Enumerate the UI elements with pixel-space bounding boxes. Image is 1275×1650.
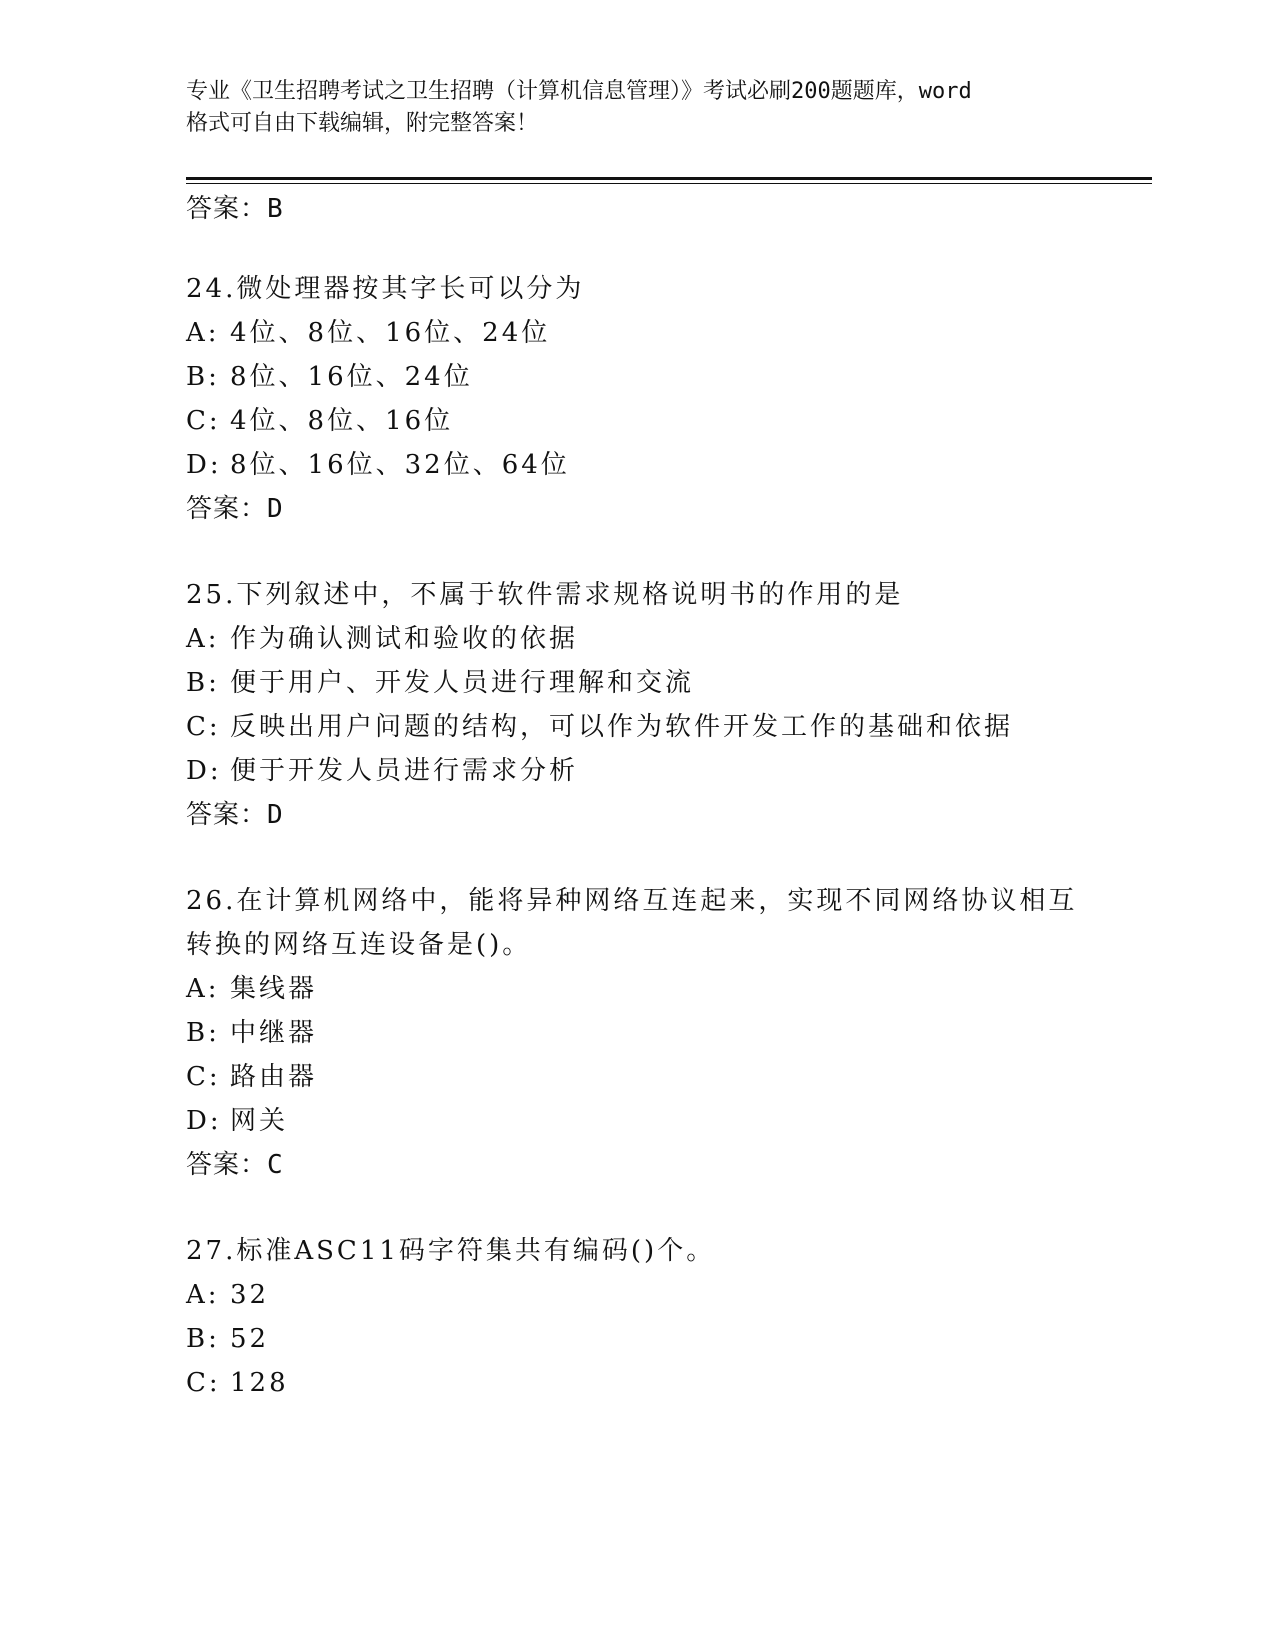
option-text: 网关 [230,1106,289,1136]
document-header [186,76,1086,140]
question-25-answer: 答案：D [186,800,284,830]
option-label: C: [186,406,221,436]
question-26-option-d [186,1104,288,1138]
question-24-option-d [186,448,570,482]
option-text: 便于用户、开发人员进行理解和交流 [230,668,695,698]
question-27-option-c [186,1366,289,1400]
option-label: D: [186,450,222,480]
option-text: 52 [230,1324,270,1354]
option-label: A: [186,318,220,348]
option-text: 8位、16位、32位、64位 [230,450,570,480]
question-25-option-b [186,666,694,700]
option-label: B: [186,362,220,392]
question-24-answer: 答案：D [186,494,284,524]
question-24-option-c [186,404,453,438]
option-label: D: [186,756,222,786]
question-26-answer: 答案：C [186,1150,284,1180]
question-26-stem-line-2: 转换的网络互连设备是()。 [186,930,532,960]
question-26-option-c [186,1060,317,1094]
previous-answer: 答案：B [186,194,284,224]
question-25-stem: 25.下列叙述中，不属于软件需求规格说明书的作用的是 [186,580,904,610]
option-label: D: [186,1106,222,1136]
option-text: 8位、16位、24位 [230,362,473,392]
option-text: 128 [230,1368,289,1398]
option-text: 便于开发人员进行需求分析 [230,756,579,786]
question-25-option-d [186,754,578,788]
option-text: 32 [230,1280,270,1310]
option-text: 中继器 [230,1018,318,1048]
option-label: B: [186,1324,220,1354]
question-26-option-b [186,1016,317,1050]
question-25-option-a [186,622,578,656]
question-26-option-a [186,972,317,1006]
option-label: C: [186,712,221,742]
question-26-stem-line-1: 26.在计算机网络中，能将异种网络互连起来，实现不同网络协议相互 [186,886,1078,916]
option-label: B: [186,1018,220,1048]
header-line-1: 专业《卫生招聘考试之卫生招聘（计算机信息管理）》考试必刷200题题库，word [186,79,972,104]
header-divider-thick [186,177,1152,180]
question-24-option-a [186,316,550,350]
header-divider-thin [186,183,1152,184]
option-text: 作为确认测试和验收的依据 [230,624,579,654]
question-24-option-b [186,360,473,394]
question-27-stem: 27.标准ASC11码字符集共有编码()个。 [186,1236,716,1266]
question-27-option-a [186,1278,269,1312]
header-line-2: 格式可自由下载编辑，附完整答案！ [186,111,539,136]
question-27-option-b [186,1322,269,1356]
option-label: C: [186,1062,221,1092]
option-text: 反映出用户问题的结构，可以作为软件开发工作的基础和依据 [230,712,1014,742]
option-label: A: [186,624,220,654]
option-label: C: [186,1368,221,1398]
option-label: B: [186,668,220,698]
question-25-option-c [186,710,1013,744]
option-text: 集线器 [230,974,318,1004]
question-24-stem: 24.微处理器按其字长可以分为 [186,274,585,304]
option-label: A: [186,974,220,1004]
option-label: A: [186,1280,220,1310]
option-text: 路由器 [230,1062,318,1092]
option-text: 4位、8位、16位、24位 [230,318,551,348]
option-text: 4位、8位、16位 [230,406,454,436]
